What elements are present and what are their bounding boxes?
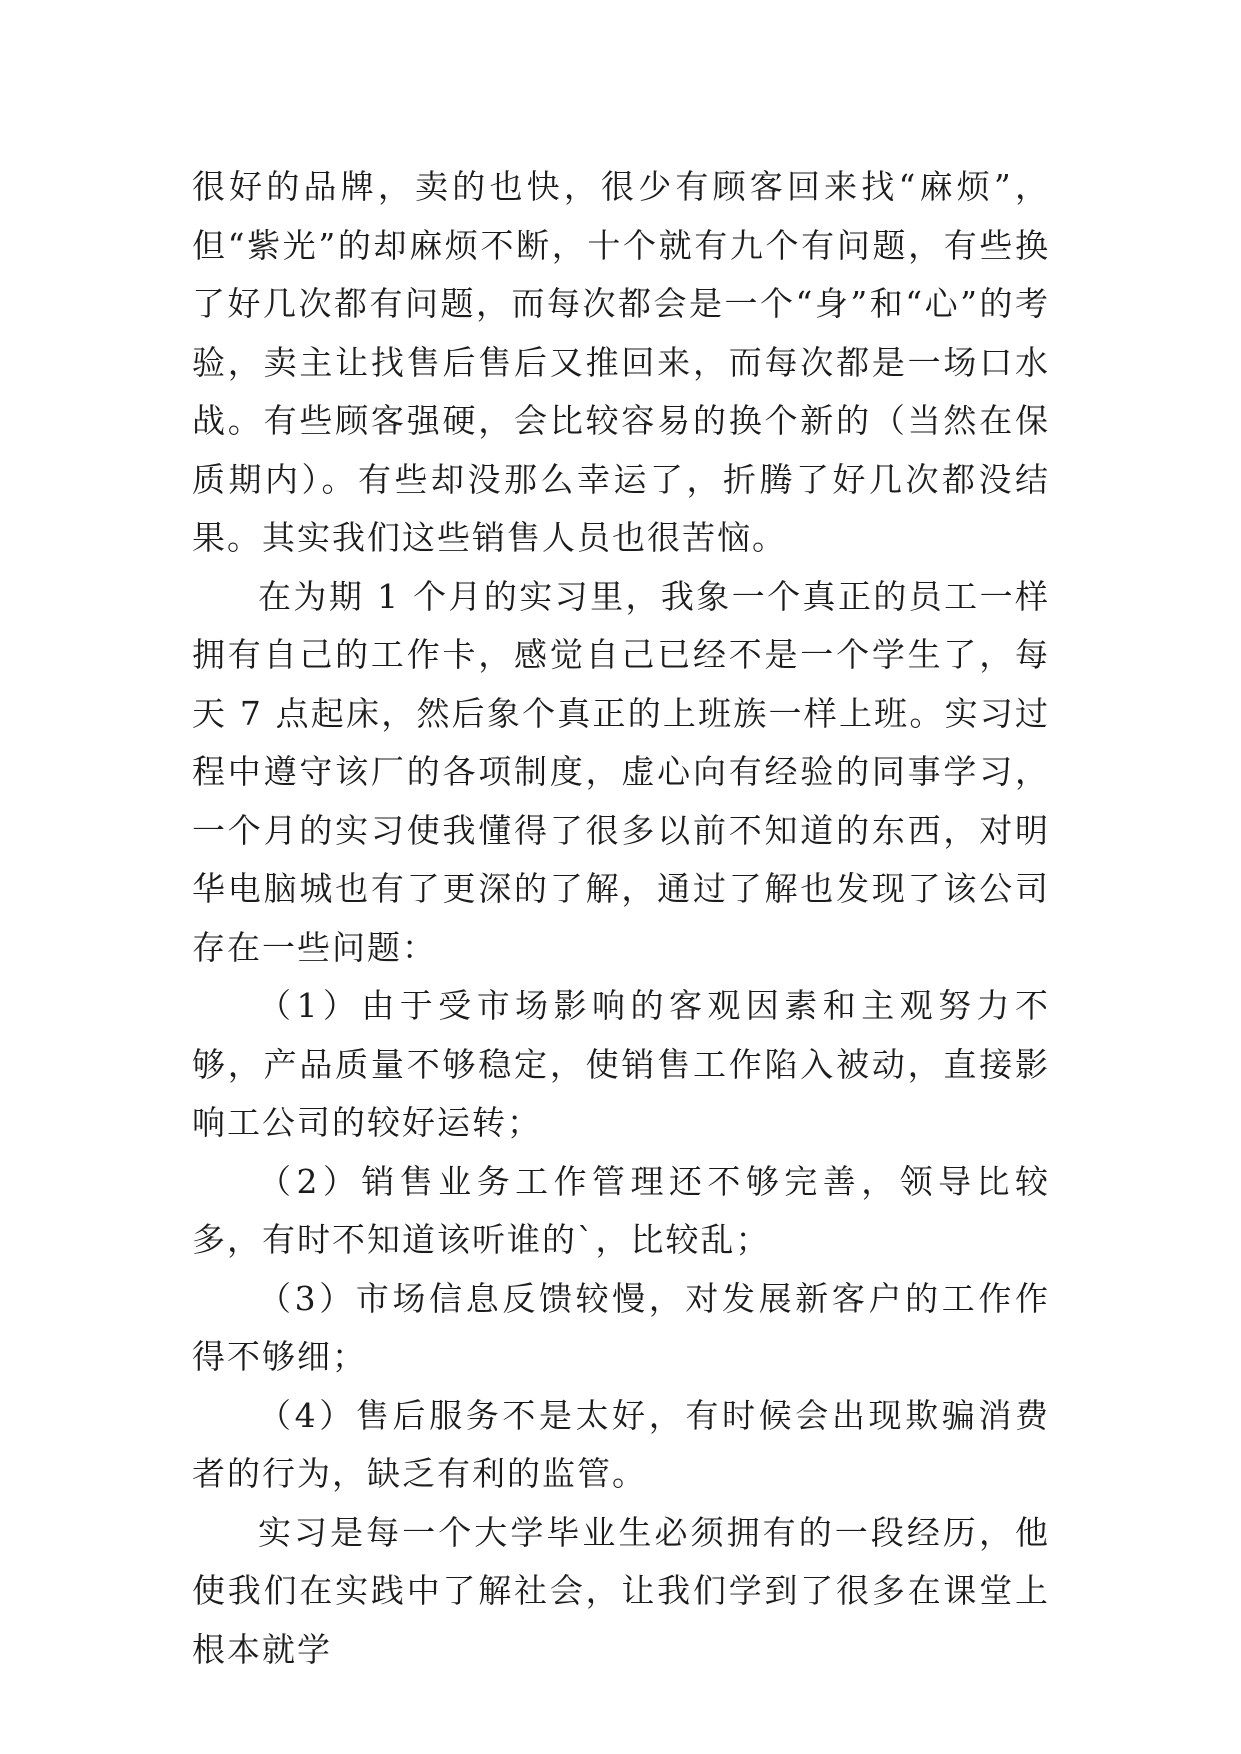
paragraph-1: 很好的品牌，卖的也快，很少有顾客回来找“麻烦”，但“紫光”的却麻烦不断，十个就有九个有问题，有些换了好几次都有问题，而每次都会是一个“身”和“心”的考验，卖主让找售后售后又推回来，而每次都是一场口水战。有些顾客强硬，会比较容易的换个新的（当然在保质期内）。有些却没那么幸运了，折腾了好几次都没结果。其实我们这些销售人员也很苦恼。: [192, 167, 1050, 557]
list-item-1: （1）由于受市场影响的客观因素和主观努力不够，产品质量不够稳定，使销售工作陷入被动，直接影响工公司的较好运转；: [192, 986, 1050, 1142]
paragraph-3: 实习是每一个大学毕业生必须拥有的一段经历，他使我们在实践中了解社会，让我们学到了很多在课堂上根本就学: [192, 1512, 1050, 1669]
list-item-2: （2）销售业务工作管理还不够完善，领导比较多，有时不知道该听谁的`，比较乱；: [192, 1161, 1050, 1259]
list-item-4: （4）售后服务不是太好，有时候会出现欺骗消费者的行为，缺乏有利的监管。: [192, 1395, 1050, 1493]
list-item-3: （3）市场信息反馈较慢，对发展新客户的工作作得不够细；: [192, 1278, 1050, 1376]
paragraph-2: 在为期 1 个月的实习里，我象一个真正的员工一样拥有自己的工作卡，感觉自己已经不是一个学生了，每天 7 点起床，然后象个真正的上班族一样上班。实习过程中遵守该厂的各项制度，虚心向有经验的同事学习，一个月的实习使我懂得了很多以前不知道的东西，对明华电脑城也有了更深的了解，通过了解也发现了该公司存在一些问题：: [192, 576, 1050, 967]
document-body: [192, 158, 1050, 1679]
